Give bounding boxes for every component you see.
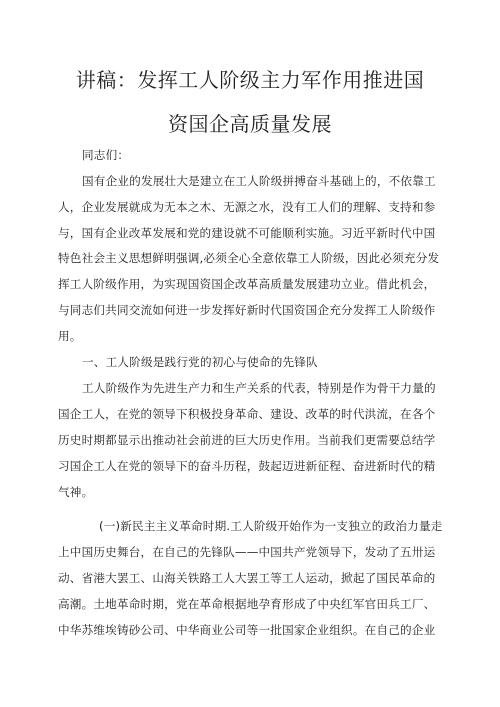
paragraph-line: 动、省港大罢工、山海关铁路工人大罢工等工人运动，掀起了国民革命的 [58,571,436,585]
paragraph-line: 中华苏维埃铸砂公司、中华商业公司等一批国家企业组织。在自己的企业 [58,623,436,637]
salutation: 同志们： [82,148,130,162]
paragraph-line: 国企工人，在党的领导下积极投身革命、建设、改革的时代洪流，在各个 [58,407,436,421]
paragraph-line: 与，国有企业改革发展和党的建设就不可能顺利实施。习近平新时代中国 [58,226,436,240]
paragraph-line: 与同志们共同交流如何进一步发挥好新时代国资国企充分发挥工人阶级作 [58,303,436,317]
paragraph-line: 历史时期都显示出推动社会前进的巨大历史作用。当前我们更需要总结学 [58,433,436,447]
paragraph-line: 特色社会主义思想鲜明强调,必须全心全意依靠工人阶级，因此必须充分发 [58,251,440,265]
document-title-line-2: 资国企高质量发展 [168,112,332,136]
paragraph-line: 工人阶级作为先进生产力和生产关系的代表，特别是作为骨干力量的 [82,381,436,395]
paragraph-line: 习国企工人在党的领导下的奋斗历程，鼓起迈进新征程、奋进新时代的精 [58,459,436,473]
paragraph-line: 上中国历史舞台，在自己的先锋队——中国共产党领导下，发动了五卅运 [58,545,436,559]
paragraph-line: 气神。 [58,485,94,499]
section-heading: 一、工人阶级是践行党的初心与使命的先锋队 [82,355,318,369]
paragraph-line: 国有企业的发展壮大是建立在工人阶级拼搏奋斗基础上的，不依靠工 [82,174,436,188]
paragraph-line: 挥工人阶级作用，为实现国资国企改革高质量发展建功立业。借此机会， [58,277,436,291]
document-title-line-1: 讲稿：发挥工人阶级主力军作用推进国 [75,68,425,92]
paragraph-line: 人，企业发展就成为无本之木、无源之水，没有工人们的理解、支持和参 [58,200,436,214]
paragraph-line: (一)新民主主义革命时期.工人阶级开始作为一支独立的政治力量走 [99,519,443,533]
paragraph-line: 高潮。土地革命时期，党在革命根据地孕育形成了中央红军官田兵工厂、 [58,597,436,611]
paragraph-line: 用。 [58,329,82,343]
